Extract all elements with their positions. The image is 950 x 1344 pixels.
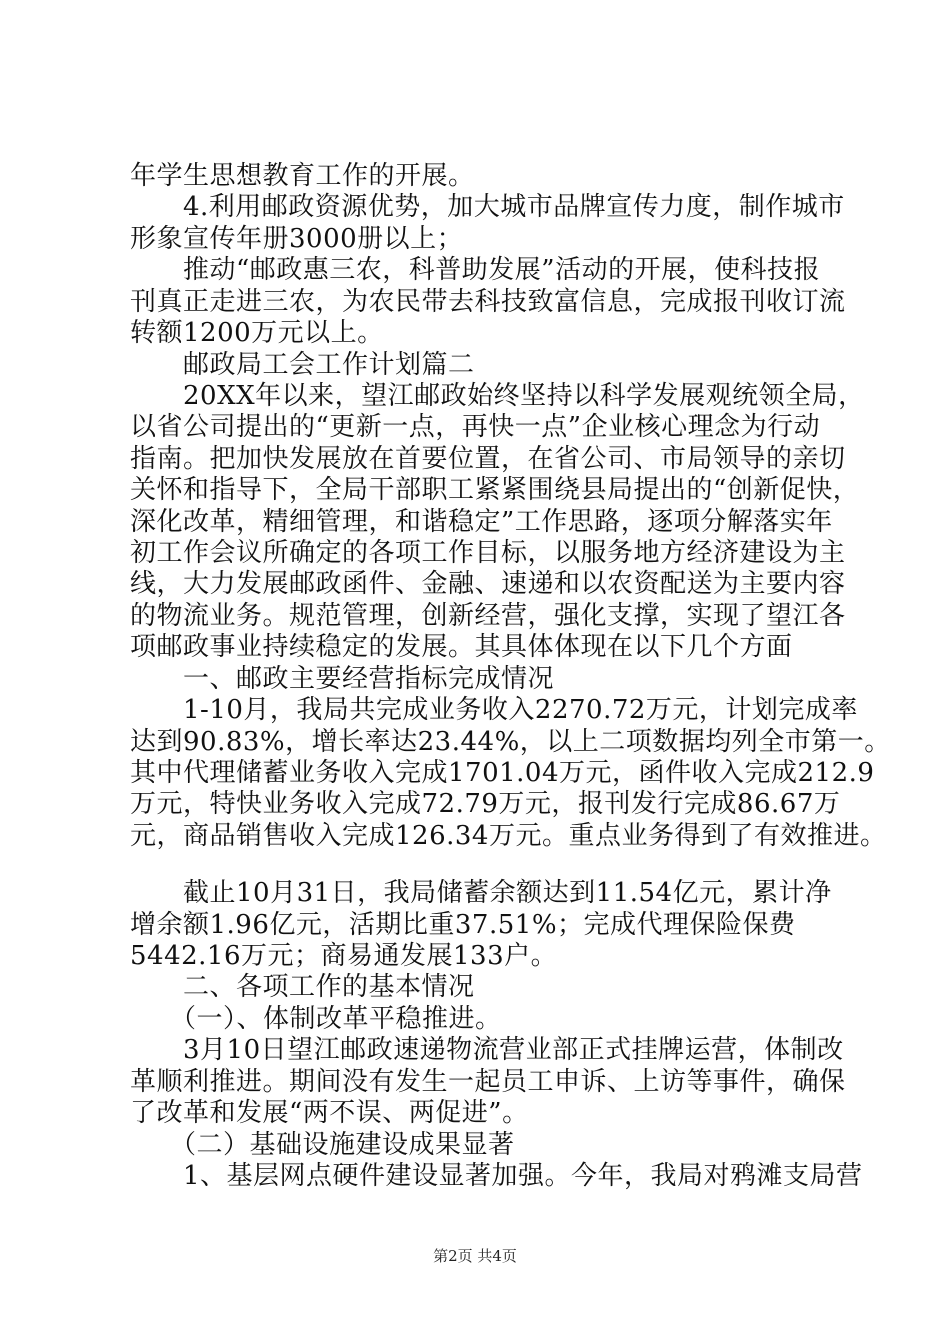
text-line: 关怀和指导下，全局干部职工紧紧围绕县局提出的“创新促快，: [130, 475, 860, 505]
text-line: 革顺利推进。期间没有发生一起员工申诉、上访等事件，确保: [130, 1067, 846, 1097]
text-line: 年学生思想教育工作的开展。: [130, 161, 475, 191]
text-line: 线，大力发展邮政函件、金融、速递和以农资配送为主要内容: [130, 569, 846, 599]
text-line: 增余额1.96亿元，活期比重37.51%；完成代理保险保费: [130, 910, 796, 940]
section-heading: 邮政局工会工作计划篇二: [130, 350, 475, 380]
text-line: 1、基层网点硬件建设显著加强。今年，我局对鸦滩支局营: [130, 1161, 863, 1191]
text-line: 刊真正走进三农，为农民带去科技致富信息，完成报刊收订流: [130, 287, 846, 317]
text-line: 20XX年以来，望江邮政始终坚持以科学发展观统领全局，: [130, 381, 865, 411]
text-line: 1-10月，我局共完成业务收入2270.72万元，计划完成率: [130, 695, 858, 725]
text-line: 项邮政事业持续稳定的发展。其具体体现在以下几个方面: [130, 632, 793, 662]
text-line: 其中代理储蓄业务收入完成1701.04万元，函件收入完成212.9: [130, 758, 875, 788]
text-line: 了改革和发展“两不误、两促进”。: [130, 1098, 529, 1128]
text-line: 以省公司提出的“更新一点，再快一点”企业核心理念为行动: [130, 412, 821, 442]
text-line: 初工作会议所确定的各项工作目标，以服务地方经济建设为主: [130, 538, 846, 568]
text-line: 指南。把加快发展放在首要位置，在省公司、市局领导的亲切: [130, 444, 846, 474]
text-line: 元，商品销售收入完成126.34万元。重点业务得到了有效推进。: [130, 821, 887, 851]
text-line: 转额1200万元以上。: [130, 318, 384, 348]
text-line: 的物流业务。规范管理，创新经营，强化支撑，实现了望江各: [130, 601, 846, 631]
section-heading: 二、各项工作的基本情况: [130, 972, 475, 1002]
section-heading: （二）基础设施建设成果显著: [130, 1130, 515, 1160]
text-line: 5442.16万元；商易通发展133户。: [130, 941, 558, 971]
text-line: 深化改革，精细管理，和谐稳定”工作思路，逐项分解落实年: [130, 507, 833, 537]
text-line: 形象宣传年册3000册以上；: [130, 224, 464, 254]
section-heading: （一）、体制改革平稳推进。: [130, 1004, 502, 1034]
page-number: 第2页 共4页: [433, 1247, 517, 1265]
text-line: 万元，特快业务收入完成72.79万元，报刊发行完成86.67万: [130, 789, 841, 819]
text-line: 4.利用邮政资源优势，加大城市品牌宣传力度，制作城市: [130, 192, 845, 222]
text-line: 达到90.83%，增长率达23.44%，以上二项数据均列全市第一。: [130, 727, 891, 757]
text-line: 截止10月31日，我局储蓄余额达到11.54亿元，累计净: [130, 878, 832, 908]
text-line: 3月10日望江邮政速递物流营业部正式挂牌运营，体制改: [130, 1035, 844, 1065]
section-heading: 一、邮政主要经营指标完成情况: [130, 664, 555, 694]
text-line: 推动“邮政惠三农，科普助发展”活动的开展，使科技报: [130, 255, 821, 285]
